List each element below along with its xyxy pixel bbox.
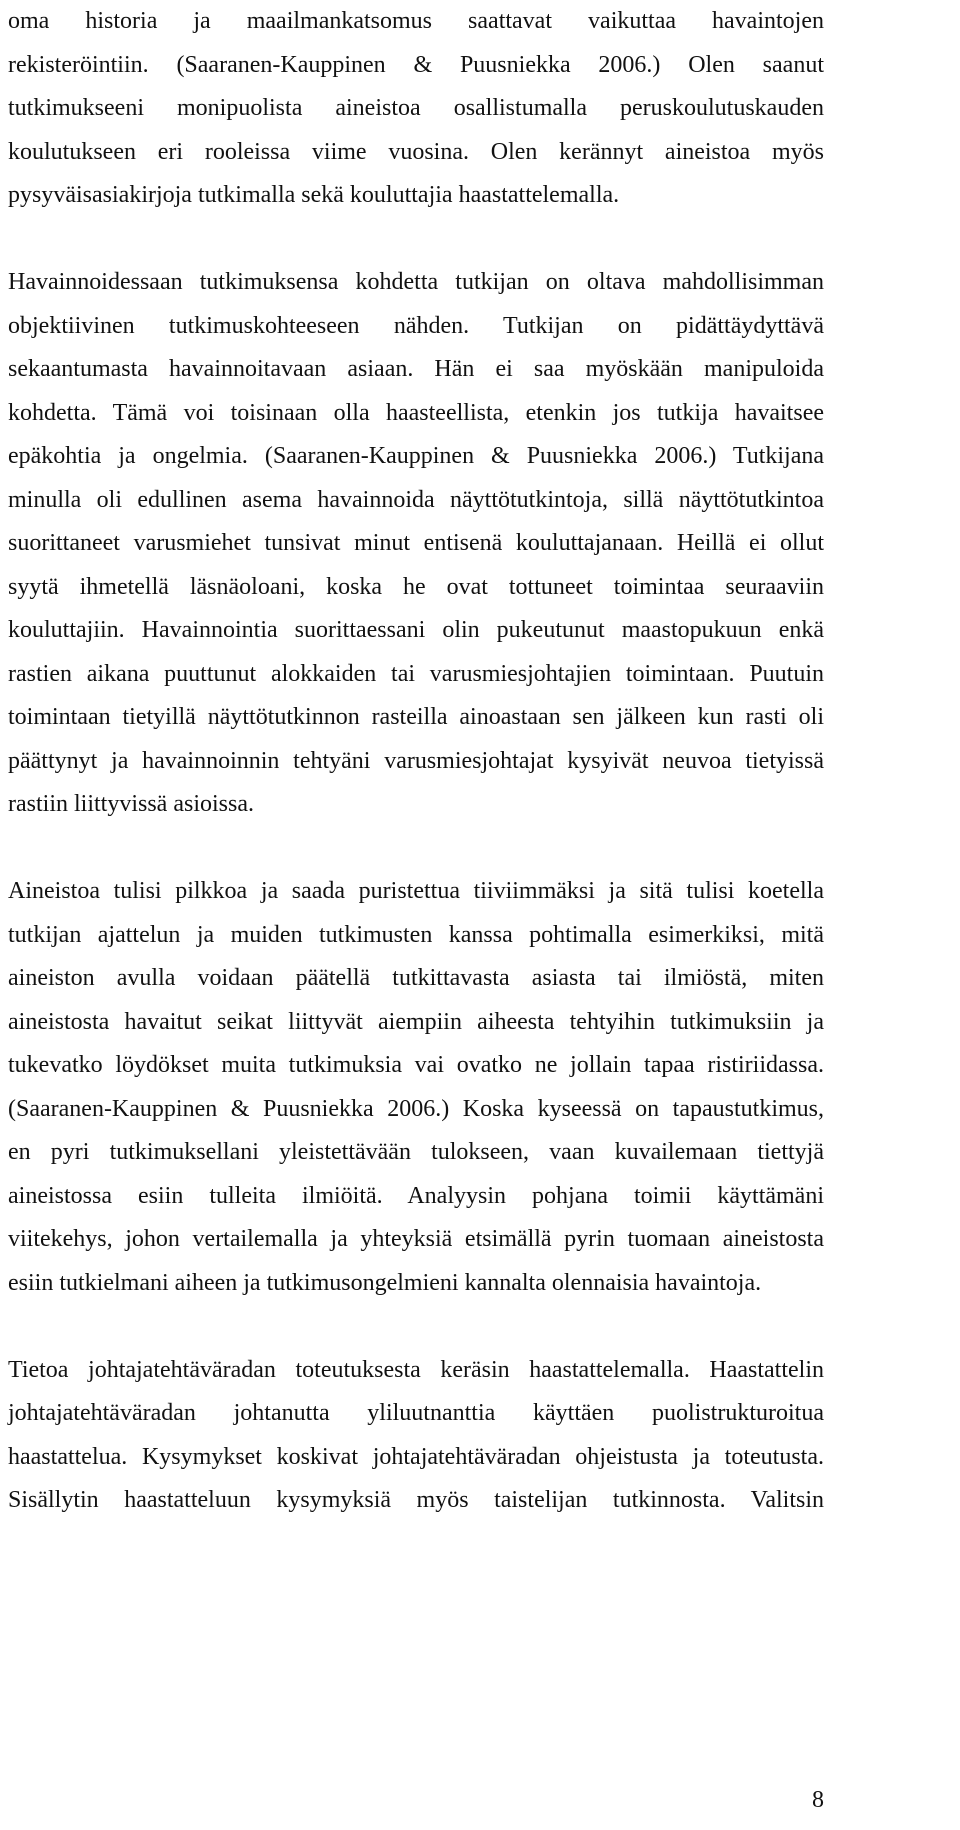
text-line: tutkimukseeni monipuolista aineistoa osallistumalla peruskoulutuskauden [8, 95, 824, 121]
page-number: 8 [812, 1787, 824, 1813]
text-line: rekisteröintiin. (Saaranen-Kauppinen & Puusniekka 2006.) Olen saanut [8, 51, 824, 78]
text-line: suorittaneet varusmiehet tunsivat minut entisenä kouluttajanaan. Heillä ei ollut [8, 530, 824, 556]
text-line: pysyväisasiakirjoja tutkimalla sekä kouluttajia haastattelemalla. [8, 182, 620, 208]
text-line: johtajatehtäväradan johtanutta yliluutnanttia käyttäen puolistrukturoitua [8, 1400, 824, 1426]
paragraph [8, 870, 824, 1305]
text-line: haastattelua. Kysymykset koskivat johtajatehtäväradan ohjeistusta ja toteutusta. [8, 1443, 824, 1470]
text-line: tukevatko löydökset muita tutkimuksia vai ovatko ne jollain tapaa ristiriidassa. [8, 1052, 824, 1078]
text-line: Tietoa johtajatehtäväradan toteutuksesta keräsin haastattelemalla. Haastattelin [8, 1356, 824, 1383]
document-body [8, 0, 824, 1523]
text-line: oma historia ja maailmankatsomus saattavat vaikuttaa havaintojen [8, 8, 824, 34]
text-line: päättynyt ja havainnoinnin tehtyäni varusmiesjohtajat kysyivät neuvoa tietyissä [8, 747, 824, 774]
text-line: minulla oli edullinen asema havainnoida näyttötutkintoja, sillä näyttötutkintoa [8, 486, 824, 513]
text-line: kohdetta. Tämä voi toisinaan olla haasteellista, etenkin jos tutkija havaitsee [8, 399, 824, 426]
text-line: aineistosta havaitut seikat liittyvät aiempiin aiheesta tehtyihin tutkimuksiin ja [8, 1008, 824, 1035]
text-line: tutkijan ajattelun ja muiden tutkimusten kanssa pohtimalla esimerkiksi, mitä [8, 921, 824, 948]
text-line: sekaantumasta havainnoitavaan asiaan. Hän ei saa myöskään manipuloida [8, 356, 824, 382]
paragraph-gap [8, 218, 824, 262]
text-line: viitekehys, johon vertailemalla ja yhteyksiä etsimällä pyrin tuomaan aineistosta [8, 1226, 824, 1252]
text-line: epäkohtia ja ongelmia. (Saaranen-Kauppinen & Puusniekka 2006.) Tutkijana [8, 443, 824, 469]
text-line: koulutukseen eri rooleissa viime vuosina. Olen kerännyt aineistoa myös [8, 138, 824, 165]
paragraph-gap [8, 1305, 824, 1349]
text-line: rastiin liittyvissä asioissa. [8, 791, 254, 817]
paragraph [8, 261, 824, 827]
text-line: Sisällytin haastatteluun kysymyksiä myös taistelijan tutkinnosta. Valitsin [8, 1487, 824, 1513]
text-line: (Saaranen-Kauppinen & Puusniekka 2006.) Koska kyseessä on tapaustutkimus, [8, 1095, 824, 1122]
paragraph-gap [8, 827, 824, 871]
text-line: Aineistoa tulisi pilkkoa ja saada puristettua tiiviimmäksi ja sitä tulisi koetella [8, 878, 824, 904]
text-line: syytä ihmetellä läsnäoloani, koska he ovat tottuneet toimintaa seuraaviin [8, 573, 824, 600]
text-line: rastien aikana puuttunut alokkaiden tai varusmiesjohtajien toimintaan. Puutuin [8, 660, 824, 687]
document-page [8, 0, 824, 1523]
text-line: aineiston avulla voidaan päätellä tutkittavasta asiasta tai ilmiöstä, miten [8, 965, 824, 991]
paragraph [8, 0, 824, 218]
paragraph [8, 1349, 824, 1523]
text-line: esiin tutkielmani aiheen ja tutkimusongelmieni kannalta olennaisia havaintoja. [8, 1269, 762, 1296]
text-line: en pyri tutkimuksellani yleistettävään tulokseen, vaan kuvailemaan tiettyjä [8, 1139, 824, 1165]
text-line: Havainnoidessaan tutkimuksensa kohdetta tutkijan on oltava mahdollisimman [8, 269, 824, 295]
text-line: objektiivinen tutkimuskohteeseen nähden. Tutkijan on pidättäydyttävä [8, 312, 824, 339]
text-line: kouluttajiin. Havainnointia suorittaessani olin pukeutunut maastopukuun enkä [8, 617, 824, 643]
text-line: aineistossa esiin tulleita ilmiöitä. Analyysin pohjana toimii käyttämäni [8, 1182, 824, 1209]
text-line: toimintaan tietyillä näyttötutkinnon rasteilla ainoastaan sen jälkeen kun rasti oli [8, 704, 824, 730]
